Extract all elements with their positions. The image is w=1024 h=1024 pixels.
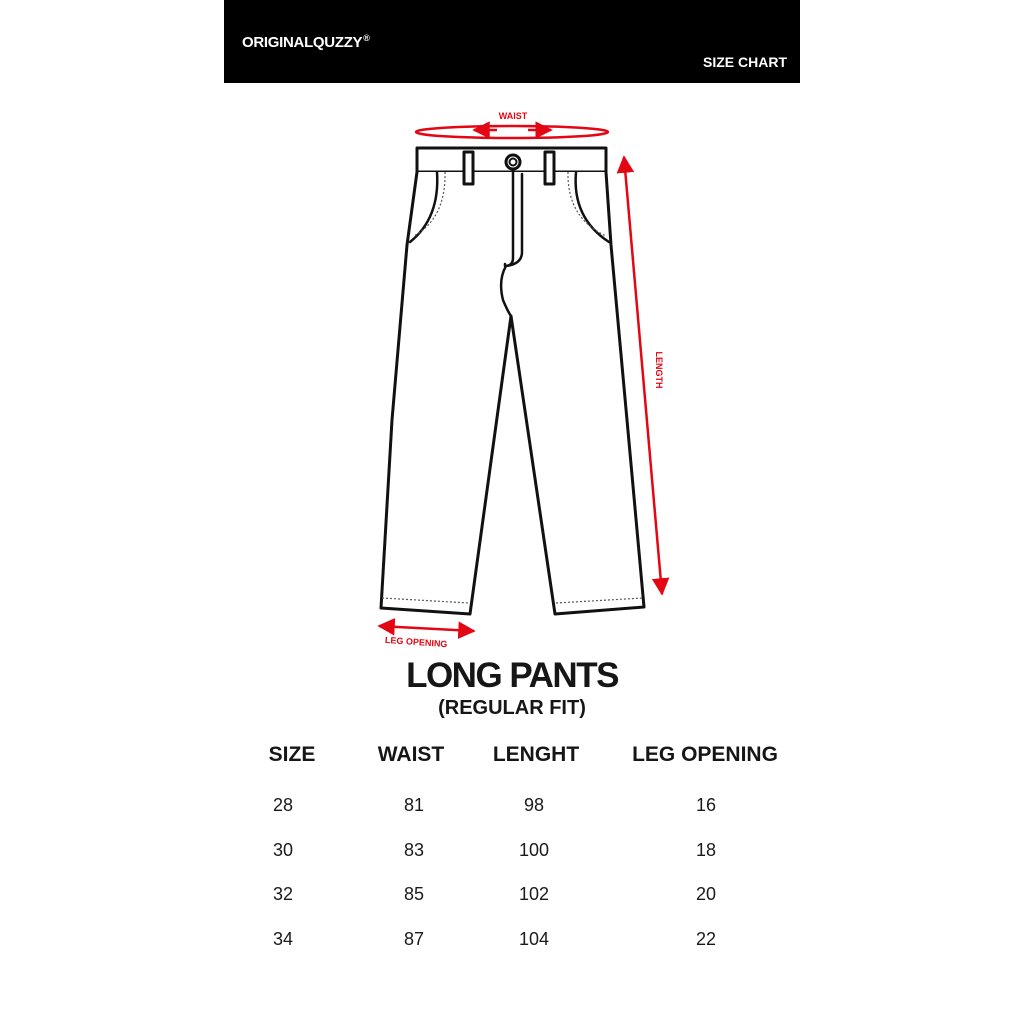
cell-leg-opening: 22 [695, 929, 717, 949]
cell-size: 32 [272, 884, 294, 904]
leg-opening-label: LEG OPENING [384, 634, 448, 650]
product-title: LONG PANTS [406, 656, 618, 695]
product-subtitle: (REGULAR FIT) [438, 697, 586, 719]
cell-length: 104 [518, 929, 550, 949]
cell-leg-opening: 18 [695, 840, 717, 860]
leg-opening-arrow [379, 626, 474, 631]
header-length: LENGHT [492, 743, 580, 766]
waist-ellipse [416, 126, 608, 138]
cell-waist: 87 [403, 929, 425, 949]
cell-leg-opening: 20 [695, 884, 717, 904]
cell-waist: 81 [403, 795, 425, 815]
cell-size: 34 [272, 929, 294, 949]
cell-leg-opening: 16 [695, 795, 717, 815]
waist-label: WAIST [498, 111, 528, 121]
header-leg-opening: LEG OPENING [632, 743, 778, 766]
cell-size: 30 [272, 840, 294, 860]
size-chart-label: SIZE CHART [703, 54, 787, 70]
header-waist: WAIST [377, 743, 445, 766]
cell-size: 28 [272, 795, 294, 815]
cell-waist: 83 [403, 840, 425, 860]
registered-mark: ® [363, 33, 370, 43]
cell-waist: 85 [403, 884, 425, 904]
length-label: LENGTH [654, 351, 664, 389]
cell-length: 102 [518, 884, 550, 904]
header-size: SIZE [268, 743, 316, 766]
cell-length: 100 [518, 840, 550, 860]
pants-outline [381, 148, 644, 614]
cell-length: 98 [523, 795, 545, 815]
brand-name: ORIGINALQUZZY [242, 34, 363, 51]
